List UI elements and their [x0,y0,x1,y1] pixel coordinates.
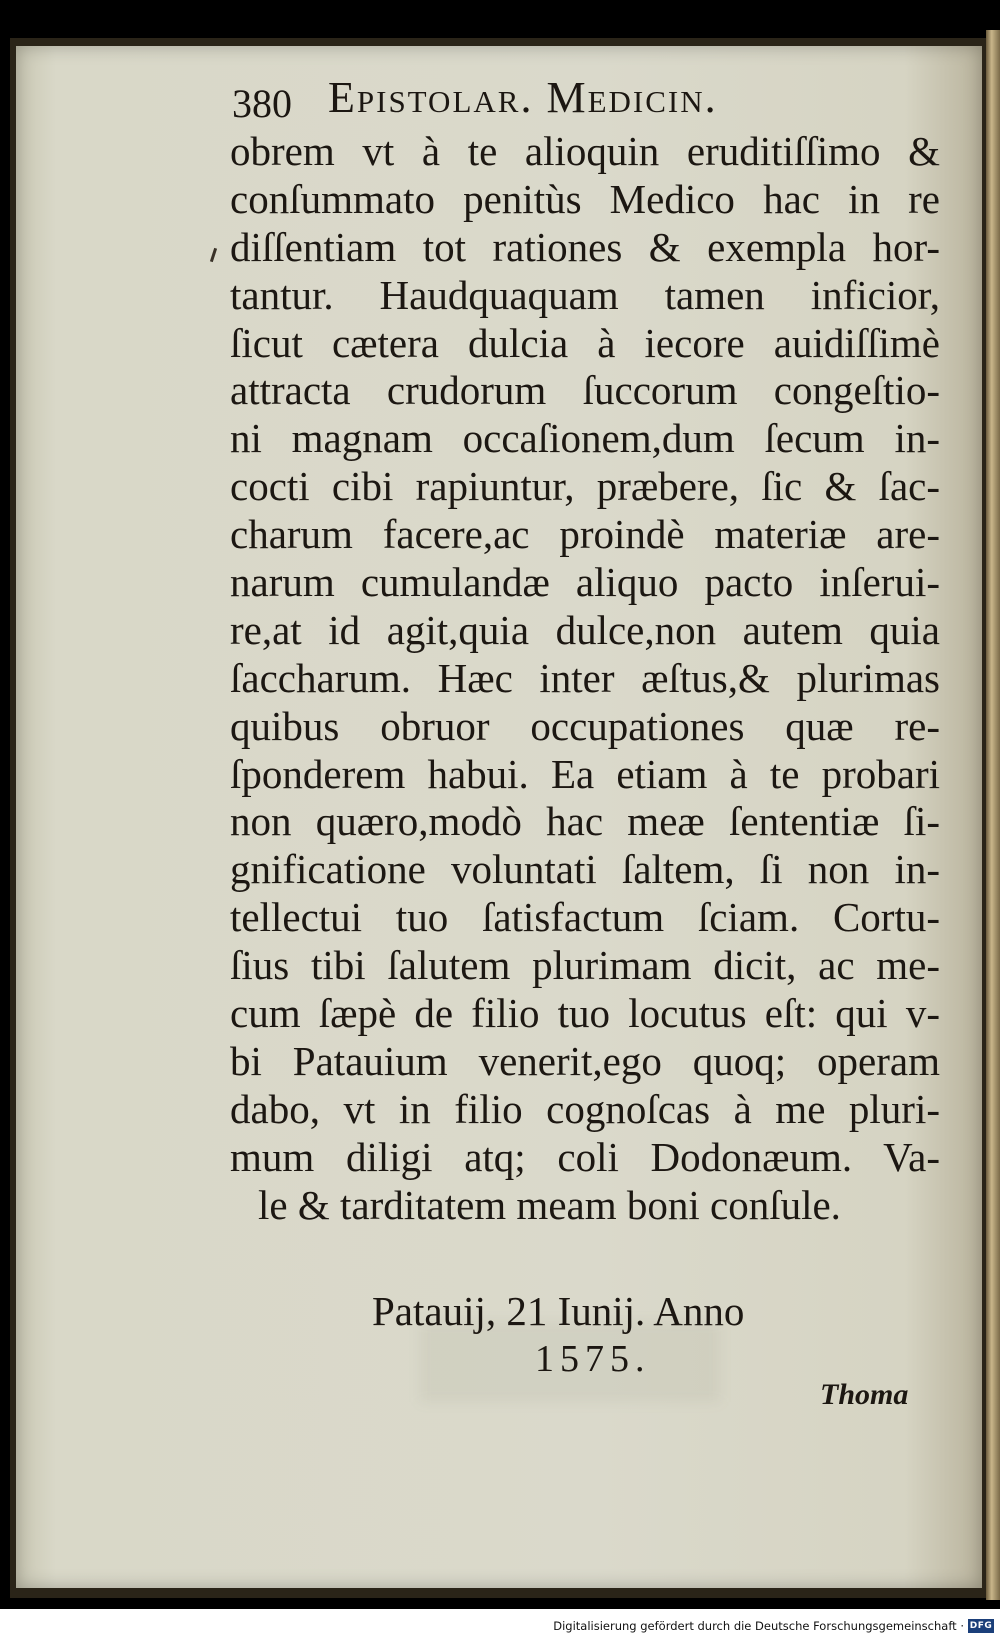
text-line: gnificatione voluntati ſaltem, ſi non in- [230,846,940,893]
text-line: narum cumulandæ aliquo pacto inſerui- [230,559,940,606]
funding-credit: Digitalisierung gefördert durch die Deutsche Forschungsgemeinschaft · [553,1619,964,1633]
year: 1575. [535,1338,651,1380]
text-line: cocti cibi rapiuntur, præbere, ſic & ſac- [230,463,940,510]
dateline: Patauij, 21 Iunij. Anno [372,1288,745,1334]
text-line: cum ſæpè de filio tuo locutus eſt: qui v- [230,990,940,1037]
text-line: mum diligi atq; coli Dodonæum. Va- [230,1133,940,1180]
text-line: ni magnam occaſionem,dum ſecum in- [230,415,940,462]
text-line: tellectui tuo ſatisfactum ſciam. Cortu- [230,894,940,941]
text-line: ſicut cætera dulcia à iecore auidiſſimè [230,319,940,366]
text-line: conſummato penitùs Medico hac in re [230,175,940,222]
text-line: non quæro,modò hac meæ ſententiæ ſi- [230,798,940,845]
text-line: diſſentiam tot rationes & exempla hor- [230,223,940,270]
running-head [232,72,932,132]
text-line: dabo, vt in filio cognoſcas à me pluri- [230,1085,940,1132]
page-number: 380 [232,81,292,126]
text-line-closing: le & tarditatem meam boni conſule. [258,1181,841,1228]
text-line: tantur. Haudquaquam tamen inficior, [230,271,940,318]
text-line: obrem vt à te alioquin eruditiſſimo & [230,128,940,174]
running-head-title: Epistolar. Medicin. [328,73,718,122]
text-line: re,at id agit,quia dulce,non autem quia [230,606,940,653]
text-line: bi Patauium venerit,ego quoq; operam [230,1037,940,1084]
text-line: ſponderem habui. Ea etiam à te probari [230,750,940,797]
letter-body [230,128,940,1229]
footer-bar [0,1609,1000,1639]
book-fore-edge [986,30,1000,1600]
text-line: ſaccharum. Hæc inter æſtus,& plurimas [230,654,940,701]
catchword: Thoma [820,1378,909,1411]
text-line: quibus obruor occupationes quæ re- [230,702,940,749]
text-line: attracta crudorum ſuccorum congeſtio- [230,367,940,414]
text-line: charum facere,ac proindè materiæ are- [230,511,940,558]
text-line: ſius tibi ſalutem plurimam dicit, ac me- [230,942,940,989]
dfg-logo: DFG [969,1621,993,1631]
